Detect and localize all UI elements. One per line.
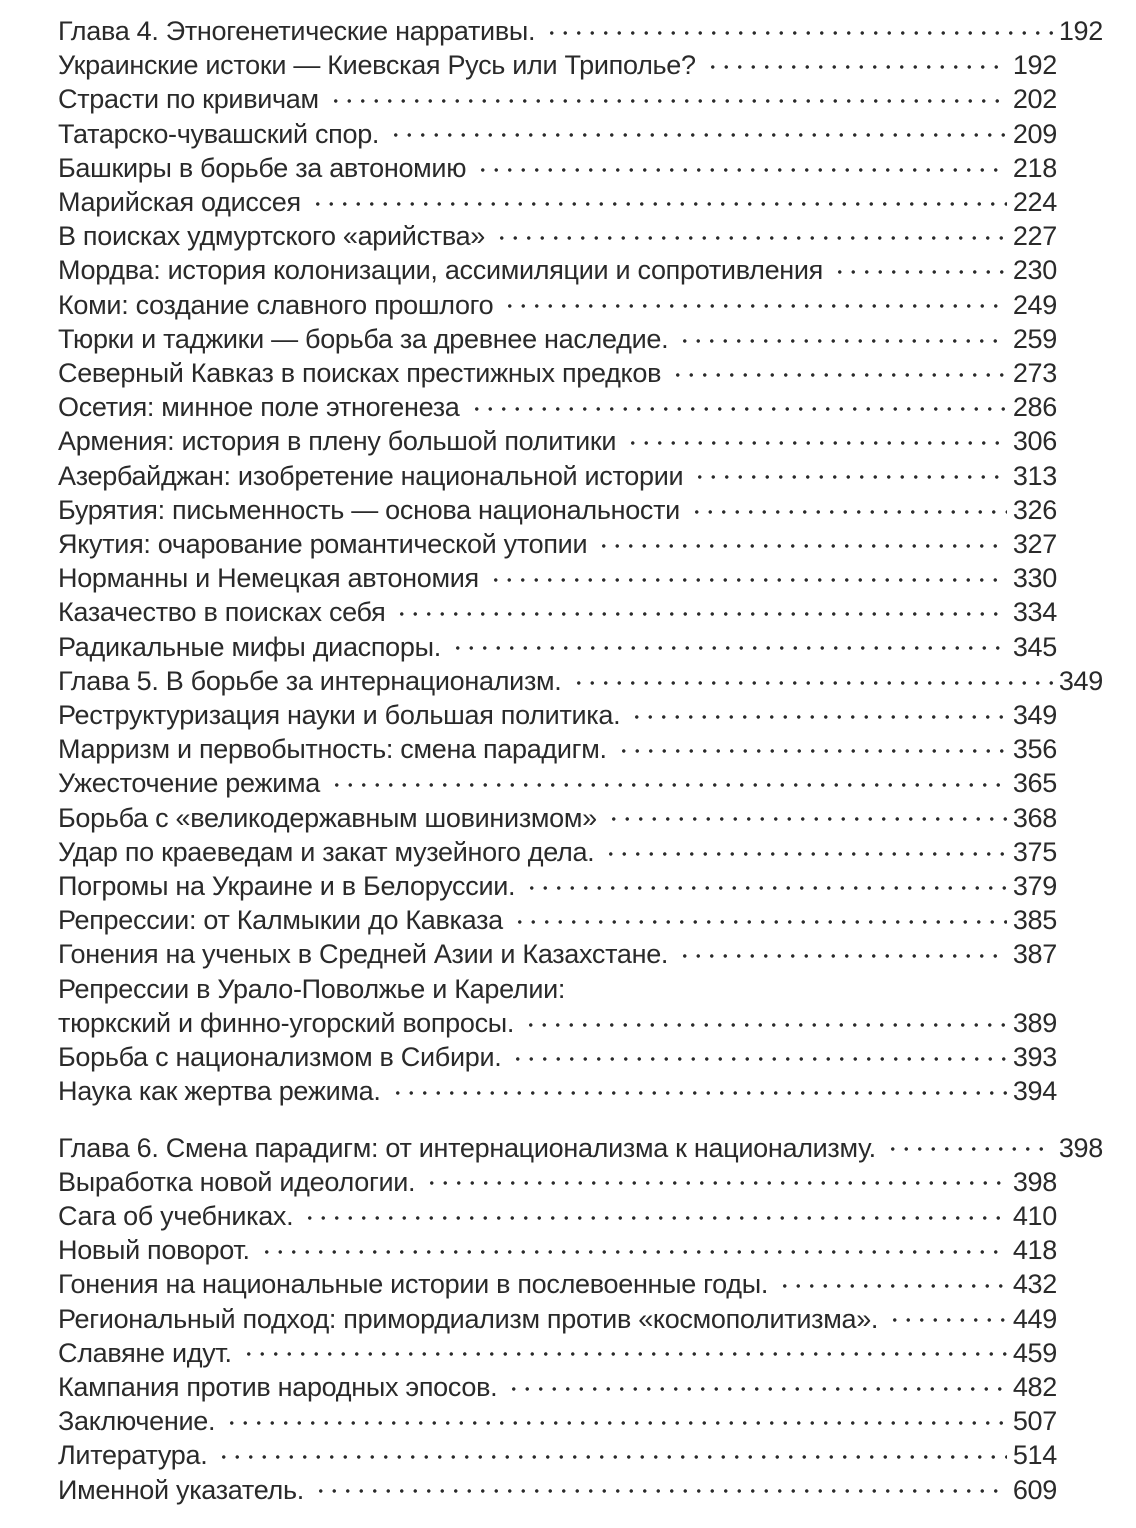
- toc-entry-page-number: 313: [1012, 460, 1057, 491]
- toc-entry-title: Бурятия: письменность — основа национальности: [58, 494, 680, 525]
- toc-entry-title: Удар по краеведам и закат музейного дела.: [58, 836, 595, 867]
- dot-leader: [675, 322, 1007, 356]
- toc-entry-page-number: 192: [1058, 16, 1103, 46]
- dot-leader: [492, 219, 1007, 253]
- toc-entry-page-number: 379: [1012, 871, 1057, 902]
- toc-entry-page-number: 345: [1012, 631, 1057, 662]
- toc-entry-page-number: 286: [1012, 392, 1057, 423]
- toc-entry-title: Тюрки и таджики — борьба за древнее наследие.: [58, 323, 669, 354]
- toc-entry-page-number: 609: [1012, 1474, 1057, 1505]
- dot-leader: [467, 390, 1007, 424]
- toc-row: [58, 1267, 1103, 1301]
- toc-entry-title: Наука как жертва режима.: [58, 1076, 381, 1107]
- toc-row: [58, 595, 1103, 629]
- dot-leader: [239, 1336, 1007, 1370]
- toc-entry-title: Украинские истоки — Киевская Русь или Триполье?: [58, 50, 696, 81]
- toc-row: [58, 561, 1103, 595]
- toc-entry-page-number: 326: [1012, 494, 1057, 525]
- toc-row: [58, 1473, 1103, 1507]
- toc-row: [58, 1006, 1103, 1040]
- toc-row: [58, 185, 1103, 219]
- toc-entry-page-number: 410: [1012, 1200, 1057, 1231]
- toc-row: [58, 322, 1103, 356]
- toc-entry-page-number: 327: [1012, 529, 1057, 560]
- toc-entry-page-number: 432: [1012, 1269, 1057, 1300]
- section-gap: [58, 1109, 1103, 1131]
- toc-entry-title: Литература.: [58, 1440, 208, 1471]
- toc-row: [58, 1370, 1103, 1404]
- dot-leader: [687, 493, 1007, 527]
- dot-leader: [594, 527, 1007, 561]
- toc-entry-page-number: 356: [1012, 734, 1057, 765]
- toc-entry-page-number: 202: [1012, 84, 1057, 115]
- toc-entry-page-number: 218: [1012, 152, 1057, 183]
- toc-entry-title: Армения: история в плену большой политики: [58, 426, 617, 457]
- toc-entry-title: Осетия: минное поле этногенеза: [58, 392, 460, 423]
- toc-entry-title: Радикальные мифы диаспоры.: [58, 631, 441, 662]
- dot-leader: [392, 595, 1006, 629]
- toc-entry-title: Ужесточение режима: [58, 768, 320, 799]
- dot-leader: [386, 117, 1007, 151]
- dot-leader: [522, 869, 1007, 903]
- toc-entry-page-number: 385: [1012, 905, 1057, 936]
- toc-entry-title: Выработка новой идеологии.: [58, 1166, 416, 1197]
- toc-entry-title: Репрессии в Урало-Поволжье и Карелии:: [58, 973, 566, 1004]
- dot-leader: [300, 1199, 1007, 1233]
- dot-leader: [775, 1267, 1007, 1301]
- toc-row: [58, 459, 1103, 493]
- toc-row: [58, 1165, 1103, 1199]
- toc-entry-title: Борьба с национализмом в Сибири.: [58, 1042, 502, 1073]
- toc-row: [58, 630, 1103, 664]
- toc-entry-title: Новый поворот.: [58, 1235, 250, 1266]
- dot-leader: [222, 1404, 1007, 1438]
- toc-entry-page-number: 459: [1012, 1337, 1057, 1368]
- dot-leader: [569, 664, 1053, 698]
- toc-row: [58, 219, 1103, 253]
- toc-entry-page-number: 259: [1012, 323, 1057, 354]
- toc-row: [58, 356, 1103, 390]
- toc-entry-title: Региональный подход: примордиализм против «космополитизма».: [58, 1303, 879, 1334]
- toc-entry-title: Кампания против народных эпосов.: [58, 1371, 498, 1402]
- dot-leader: [542, 14, 1053, 48]
- toc-entry-page-number: 192: [1012, 50, 1057, 81]
- dot-leader: [448, 630, 1007, 664]
- toc-row: [58, 698, 1103, 732]
- toc-row: [58, 1131, 1103, 1165]
- dot-leader: [327, 766, 1007, 800]
- toc-entry-title: Якутия: очарование романтической утопии: [58, 529, 588, 560]
- toc-entry-page-number: 394: [1012, 1076, 1057, 1107]
- toc-row: [58, 493, 1103, 527]
- dot-leader: [614, 732, 1007, 766]
- toc-entry-page-number: 418: [1012, 1235, 1057, 1266]
- toc-row: [58, 1233, 1103, 1267]
- toc-entry-page-number: 514: [1012, 1440, 1057, 1471]
- toc-row: [58, 903, 1103, 937]
- toc-row: [58, 1199, 1103, 1233]
- toc-row: [58, 869, 1103, 903]
- toc-row: [58, 937, 1103, 971]
- toc-row: [58, 664, 1103, 698]
- dot-leader: [623, 424, 1007, 458]
- toc-entry-title: Глава 6. Смена парадигм: от интернационализма к национализму.: [58, 1132, 876, 1163]
- toc-entry-page-number: 368: [1012, 802, 1057, 833]
- toc-row: [58, 1336, 1103, 1370]
- toc-row: [58, 48, 1103, 82]
- dot-leader: [388, 1074, 1007, 1108]
- dot-leader: [601, 835, 1006, 869]
- toc-entry-page-number: 449: [1012, 1303, 1057, 1334]
- toc-entry-page-number: 249: [1012, 289, 1057, 320]
- toc-entry-page-number: 387: [1012, 939, 1057, 970]
- dot-leader: [508, 1040, 1006, 1074]
- dot-leader: [703, 48, 1007, 82]
- toc-list: [58, 14, 1103, 1507]
- toc-row: [58, 253, 1103, 287]
- toc-row: [58, 1438, 1103, 1472]
- toc-row: [58, 801, 1103, 835]
- toc-entry-title: Норманны и Немецкая автономия: [58, 563, 479, 594]
- toc-entry-page-number: 227: [1012, 221, 1057, 252]
- toc-entry-title: Коми: создание славного прошлого: [58, 289, 494, 320]
- dot-leader: [883, 1131, 1053, 1165]
- toc-row: [58, 1040, 1103, 1074]
- dot-leader: [675, 937, 1007, 971]
- toc-row: [58, 1302, 1103, 1336]
- dot-leader: [830, 253, 1007, 287]
- toc-entry-title: Заключение.: [58, 1406, 216, 1437]
- toc-entry-page-number: 375: [1012, 836, 1057, 867]
- toc-entry-title: Казачество в поисках себя: [58, 597, 386, 628]
- toc-row: [58, 1074, 1103, 1108]
- toc-entry-page-number: 306: [1012, 426, 1057, 457]
- toc-entry-title: Глава 4. Этногенетические нарративы.: [58, 16, 536, 46]
- toc-entry-page-number: 365: [1012, 768, 1057, 799]
- toc-entry-title: Сага об учебниках.: [58, 1200, 294, 1231]
- toc-entry-title: Глава 5. В борьбе за интернационализм.: [58, 665, 562, 696]
- toc-entry-title: Погромы на Украине и в Белоруссии.: [58, 871, 516, 902]
- toc-entry-title: Страсти по кривичам: [58, 84, 319, 115]
- toc-entry-page-number: 389: [1012, 1007, 1057, 1038]
- toc-entry-title: Азербайджан: изобретение национальной истории: [58, 460, 684, 491]
- dot-leader: [521, 1006, 1007, 1040]
- toc-entry-title: Северный Кавказ в поисках престижных предков: [58, 358, 662, 389]
- dot-leader: [257, 1233, 1007, 1267]
- dot-leader: [604, 801, 1007, 835]
- toc-entry-title: Мордва: история колонизации, ассимиляции и сопротивления: [58, 255, 824, 286]
- toc-entry-page-number: 398: [1012, 1166, 1057, 1197]
- toc-entry-title: Репрессии: от Калмыкии до Кавказа: [58, 905, 503, 936]
- toc-row: [58, 151, 1103, 185]
- toc-entry-title: Славяне идут.: [58, 1337, 232, 1368]
- dot-leader: [311, 1473, 1007, 1507]
- toc-entry-page-number: 482: [1012, 1371, 1057, 1402]
- dot-leader: [500, 288, 1006, 322]
- toc-entry-title: Марризм и первобытность: смена парадигм.: [58, 734, 607, 765]
- toc-row: [58, 390, 1103, 424]
- dot-leader: [214, 1438, 1006, 1472]
- toc-entry-page-number: 334: [1012, 597, 1057, 628]
- toc-row: [58, 766, 1103, 800]
- dot-leader: [473, 151, 1007, 185]
- toc-entry-page-number: 398: [1058, 1132, 1103, 1163]
- dot-leader: [885, 1302, 1007, 1336]
- toc-entry-title: Гонения на ученых в Средней Азии и Казахстане.: [58, 939, 669, 970]
- toc-entry-title: Именной указатель.: [58, 1474, 304, 1505]
- toc-row: [58, 424, 1103, 458]
- toc-entry-page-number: 230: [1012, 255, 1057, 286]
- dot-leader: [326, 82, 1007, 116]
- dot-leader: [486, 561, 1007, 595]
- toc-row: [58, 288, 1103, 322]
- toc-entry-title: Марийская одиссея: [58, 187, 301, 218]
- toc-entry-page-number: 349: [1012, 700, 1057, 731]
- dot-leader: [627, 698, 1007, 732]
- dot-leader: [510, 903, 1007, 937]
- toc-entry-title: Башкиры в борьбе за автономию: [58, 152, 467, 183]
- toc-entry-page-number: 393: [1012, 1042, 1057, 1073]
- dot-leader: [690, 459, 1007, 493]
- toc-entry-page-number: 224: [1012, 187, 1057, 218]
- dot-leader: [668, 356, 1007, 390]
- dot-leader: [504, 1370, 1007, 1404]
- dot-leader: [308, 185, 1007, 219]
- toc-row: [58, 732, 1103, 766]
- toc-entry-title: В поисках удмуртского «арийства»: [58, 221, 486, 252]
- toc-row: [58, 527, 1103, 561]
- toc-entry-page-number: 273: [1012, 358, 1057, 389]
- toc-row: [58, 972, 1103, 1006]
- toc-entry-page-number: 507: [1012, 1406, 1057, 1437]
- toc-row: [58, 1404, 1103, 1438]
- toc-entry-page-number: 349: [1058, 665, 1103, 696]
- toc-row: [58, 82, 1103, 116]
- toc-entry-title: Борьба с «великодержавным шовинизмом»: [58, 802, 597, 833]
- toc-entry-page-number: 209: [1012, 118, 1057, 149]
- toc-entry-title: Реструктуризация науки и большая политика.: [58, 700, 621, 731]
- toc-entry-page-number: 330: [1012, 563, 1057, 594]
- toc-row: [58, 14, 1103, 48]
- toc-row: [58, 117, 1103, 151]
- dot-leader: [422, 1165, 1007, 1199]
- toc-entry-title: Гонения на национальные истории в послевоенные годы.: [58, 1269, 769, 1300]
- toc-entry-title: тюркский и финно-угорский вопросы.: [58, 1007, 515, 1038]
- toc-row: [58, 835, 1103, 869]
- toc-entry-title: Татарско-чувашский спор.: [58, 118, 380, 149]
